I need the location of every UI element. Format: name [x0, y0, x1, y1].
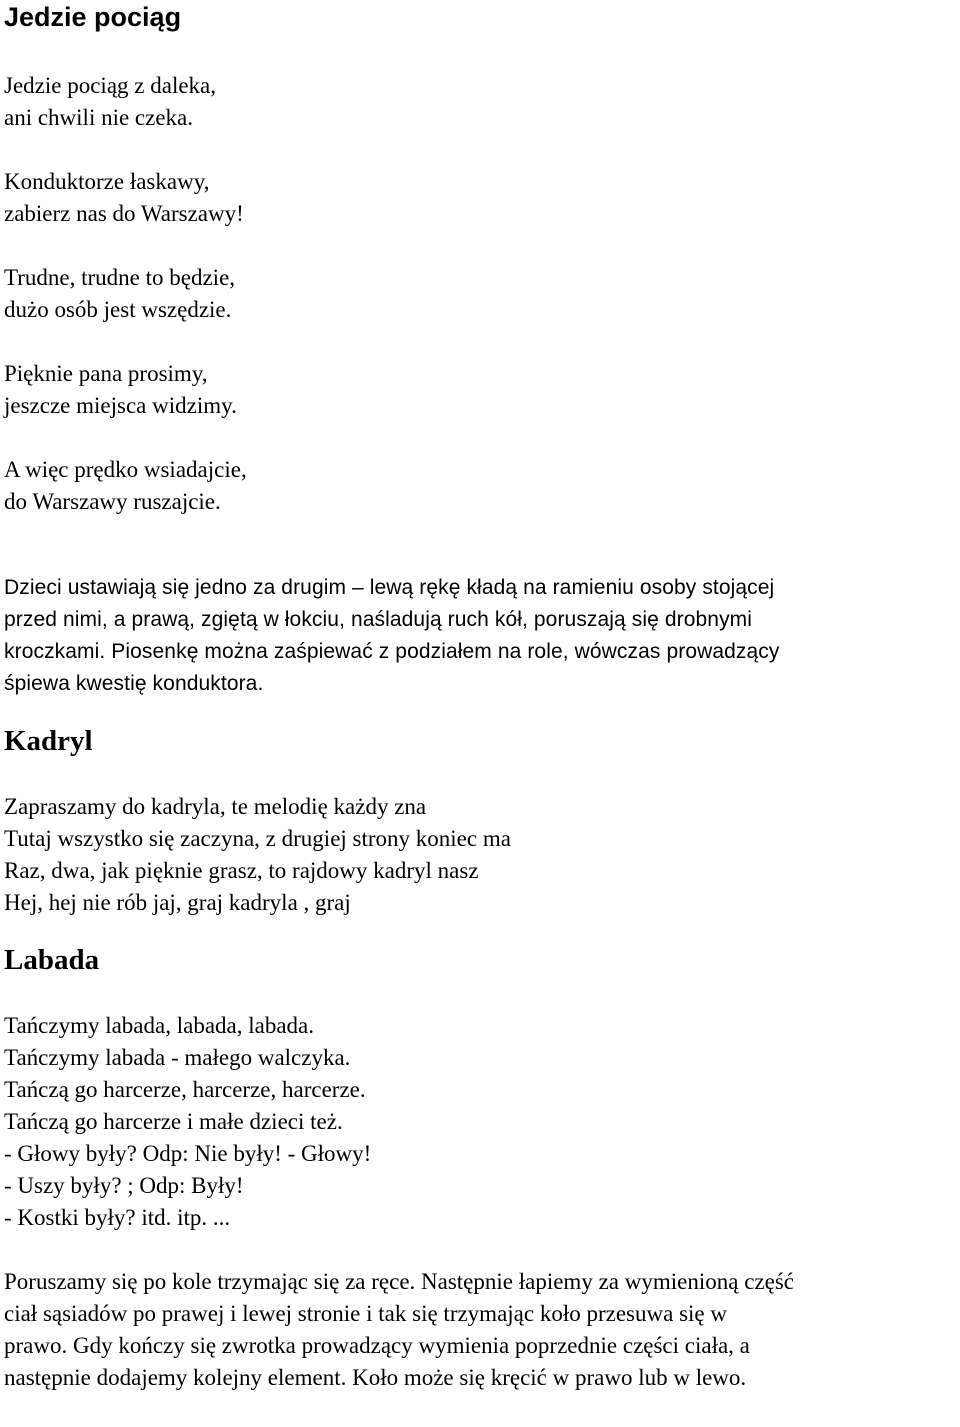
- instruction-line: kroczkami. Piosenkę można zaśpiewać z podziałem na role, wówczas prowadzący: [4, 640, 780, 663]
- poem-jedzie-pociag: [4, 70, 958, 518]
- lyric-line: - Uszy były? ; Odp: Były!: [4, 1173, 244, 1198]
- lyric-line: Tańczymy labada - małego walczyka.: [4, 1045, 351, 1070]
- instruction-line: ciał sąsiadów po prawej i lewej stronie i tak się trzymając koło przesuwa się w: [4, 1301, 727, 1326]
- poem-line: dużo osób jest wszędzie.: [4, 297, 232, 322]
- instructions-labada: [4, 1266, 958, 1394]
- instruction-line: prawo. Gdy kończy się zwrotka prowadzący wymienia poprzednie części ciała, a: [4, 1333, 750, 1358]
- lyric-line: Zapraszamy do kadryla, te melodię każdy zna: [4, 794, 427, 819]
- poem-line: do Warszawy ruszajcie.: [4, 489, 221, 514]
- poem-line: Trudne, trudne to będzie,: [4, 265, 236, 290]
- instruction-line: przed nimi, a prawą, zgiętą w łokciu, naśladują ruch kół, poruszają się drobnymi: [4, 608, 753, 631]
- stanza-gap: [4, 422, 958, 454]
- lyric-line: Raz, dwa, jak pięknie grasz, to rajdowy kadryl nasz: [4, 858, 479, 883]
- lyric-line: Tutaj wszystko się zaczyna, z drugiej strony koniec ma: [4, 826, 511, 851]
- poem-line: zabierz nas do Warszawy!: [4, 201, 244, 226]
- poem-line: ani chwili nie czeka.: [4, 105, 194, 130]
- document-page: [4, 0, 958, 1394]
- stanza-gap: [4, 326, 958, 358]
- poem-line: A więc prędko wsiadajcie,: [4, 457, 247, 482]
- section-title-kadryl: Kadryl: [4, 725, 93, 757]
- lyric-line: Hej, hej nie rób jaj, graj kadryla , graj: [4, 890, 351, 915]
- instruction-line: następnie dodajemy kolejny element. Koło może się kręcić w prawo lub w lewo.: [4, 1365, 747, 1390]
- lyrics-labada: [4, 1010, 958, 1234]
- instruction-line: śpiewa kwestię konduktora.: [4, 672, 264, 695]
- lyrics-kadryl: [4, 791, 958, 919]
- stanza-gap: [4, 230, 958, 262]
- instructions-jedzie-pociag: [4, 572, 958, 700]
- stanza-gap: [4, 134, 958, 166]
- instruction-line: Poruszamy się po kole trzymając się za ręce. Następnie łapiemy za wymienioną część: [4, 1269, 794, 1294]
- poem-line: Pięknie pana prosimy,: [4, 361, 208, 386]
- section-title-labada: Labada: [4, 944, 100, 976]
- lyric-line: - Głowy były? Odp: Nie były! - Głowy!: [4, 1141, 372, 1166]
- lyric-line: Tańczą go harcerze, harcerze, harcerze.: [4, 1077, 366, 1102]
- lyric-line: - Kostki były? itd. itp. ...: [4, 1205, 231, 1230]
- poem-line: jeszcze miejsca widzimy.: [4, 393, 237, 418]
- lyric-line: Tańczą go harcerze i małe dzieci też.: [4, 1109, 343, 1134]
- lyric-line: Tańczymy labada, labada, labada.: [4, 1013, 315, 1038]
- poem-line: Jedzie pociąg z daleka,: [4, 73, 216, 98]
- instruction-line: Dzieci ustawiają się jedno za drugim – lewą rękę kładą na ramieniu osoby stojącej: [4, 576, 775, 599]
- section-title-jedzie-pociag: Jedzie pociąg: [4, 2, 182, 32]
- poem-line: Konduktorze łaskawy,: [4, 169, 210, 194]
